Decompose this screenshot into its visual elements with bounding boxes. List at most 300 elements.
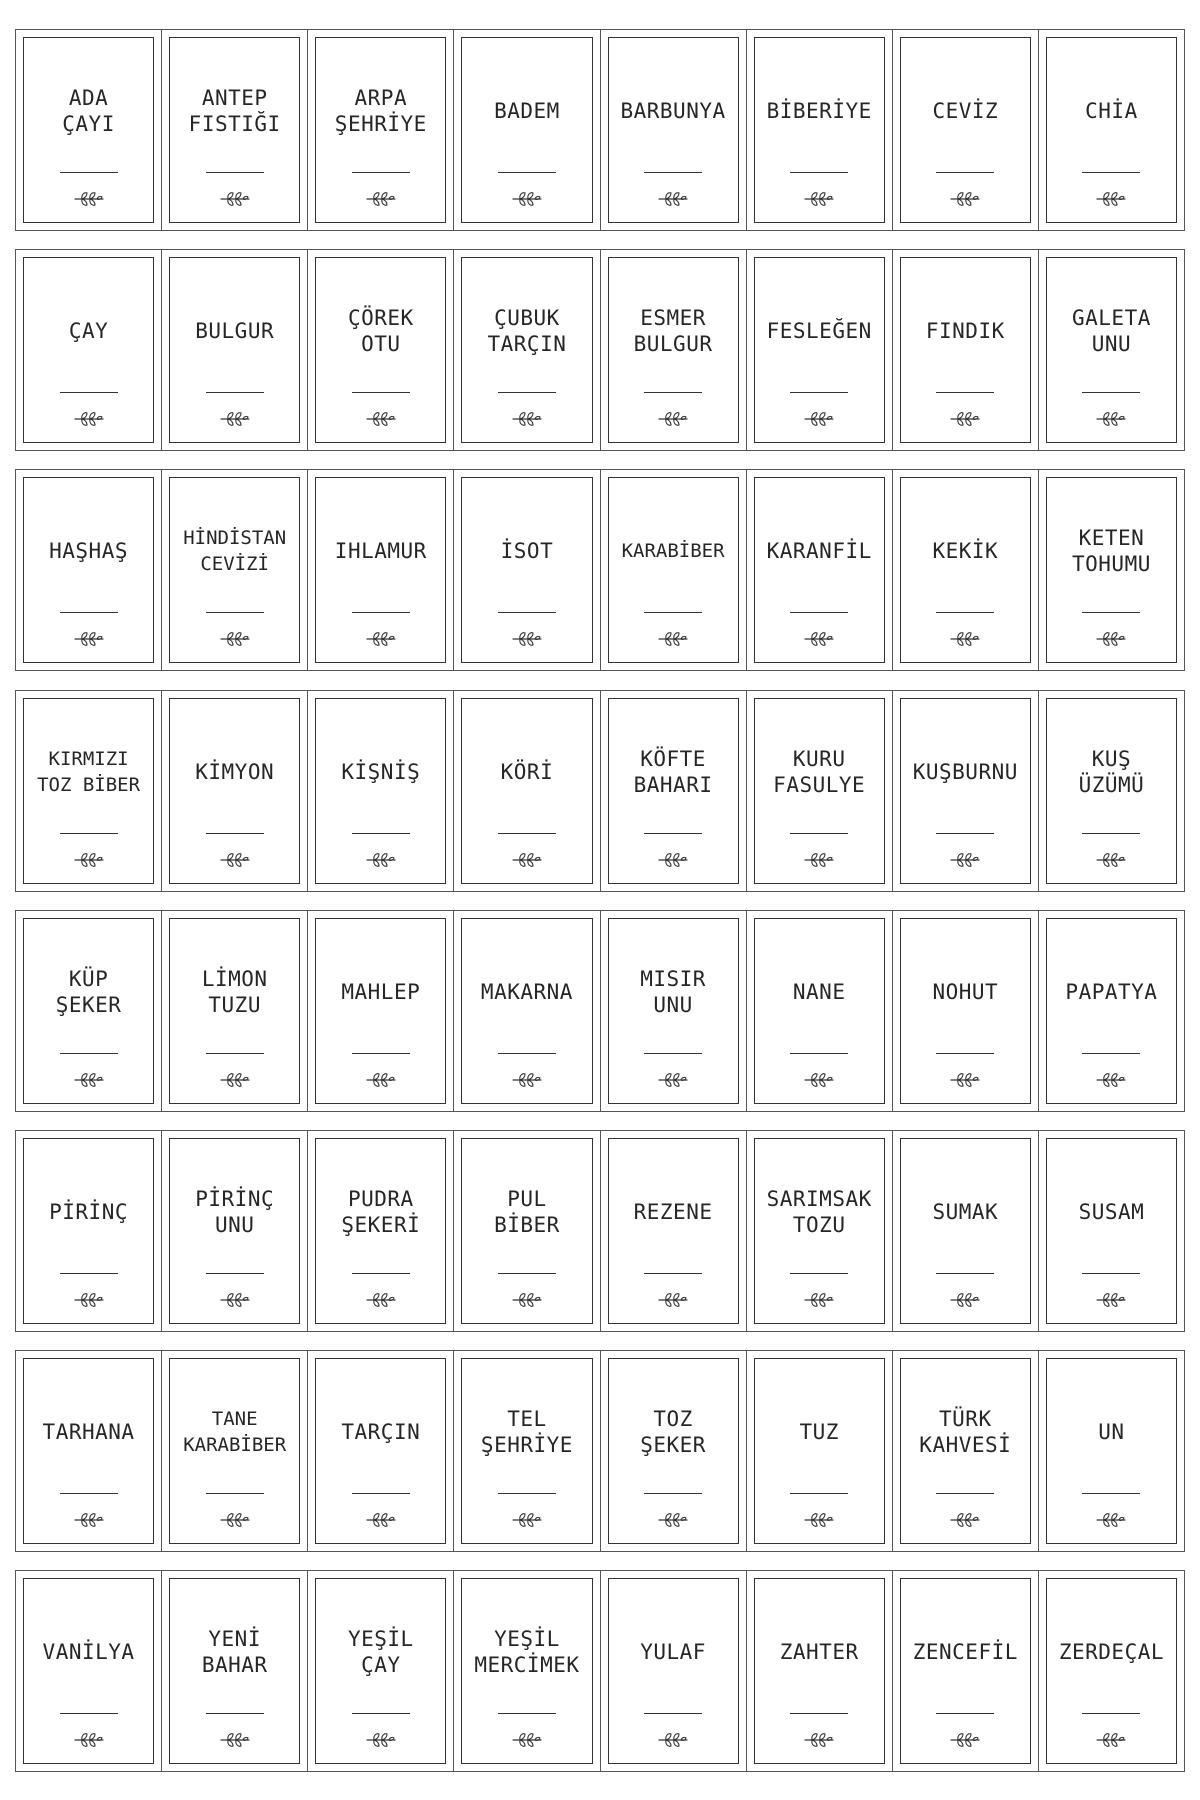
label-cell	[454, 911, 600, 1111]
spice-label	[900, 1138, 1031, 1324]
label-cell	[893, 470, 1039, 670]
spice-label	[461, 1358, 592, 1544]
leaf-sprig-icon	[219, 1071, 251, 1089]
leaf-sprig-icon	[803, 1511, 835, 1529]
spice-label	[315, 698, 446, 884]
label-name: TARHANA	[42, 1420, 135, 1444]
label-strip-8	[15, 1570, 1185, 1772]
label-cell	[747, 691, 893, 891]
label-cell	[16, 1351, 162, 1551]
label-divider	[60, 612, 118, 613]
label-divider	[644, 1273, 702, 1274]
label-divider	[1082, 1493, 1140, 1494]
spice-label	[608, 37, 739, 223]
spice-label	[169, 1578, 300, 1764]
leaf-sprig-icon	[1095, 1731, 1127, 1749]
spice-label	[754, 1578, 885, 1764]
label-name: YEŞİL ÇAY	[347, 1627, 414, 1677]
label-name: HAŞHAŞ	[49, 539, 128, 563]
label-cell	[747, 1351, 893, 1551]
label-divider	[790, 392, 848, 393]
leaf-sprig-icon	[803, 630, 835, 648]
label-cell	[1039, 911, 1184, 1111]
label-divider	[206, 833, 264, 834]
label-name: KARABİBER	[621, 540, 725, 562]
spice-label	[169, 1358, 300, 1544]
label-cell	[601, 470, 747, 670]
spice-label	[461, 1138, 592, 1324]
spice-label	[23, 1358, 154, 1544]
label-name: KÖRİ	[500, 760, 554, 784]
spice-label	[1046, 1578, 1177, 1764]
leaf-sprig-icon	[73, 1731, 105, 1749]
spice-label	[900, 477, 1031, 663]
label-cell	[893, 1571, 1039, 1771]
label-divider	[644, 392, 702, 393]
label-cell	[454, 1571, 600, 1771]
leaf-sprig-icon	[219, 410, 251, 428]
label-cell	[747, 1131, 893, 1331]
spice-label	[461, 37, 592, 223]
label-divider	[498, 172, 556, 173]
label-divider	[206, 172, 264, 173]
label-cell	[16, 1131, 162, 1331]
label-name: PİRİNÇ	[49, 1200, 128, 1224]
spice-label	[169, 698, 300, 884]
label-cell	[308, 1351, 454, 1551]
label-cell	[747, 911, 893, 1111]
leaf-sprig-icon	[365, 1291, 397, 1309]
leaf-sprig-icon	[949, 851, 981, 869]
spice-label	[315, 37, 446, 223]
label-cell	[162, 1351, 308, 1551]
label-name: ADA ÇAYI	[62, 86, 115, 136]
label-cell	[16, 911, 162, 1111]
label-cell	[747, 250, 893, 450]
label-cell	[16, 691, 162, 891]
leaf-sprig-icon	[803, 1291, 835, 1309]
label-divider	[352, 833, 410, 834]
label-cell	[454, 1131, 600, 1331]
spice-label	[23, 918, 154, 1104]
label-name: KÜP ŞEKER	[55, 967, 122, 1017]
leaf-sprig-icon	[803, 1071, 835, 1089]
leaf-sprig-icon	[511, 1071, 543, 1089]
leaf-sprig-icon	[657, 1731, 689, 1749]
label-name: ZENCEFİL	[912, 1640, 1018, 1664]
label-strip-2	[15, 249, 1185, 451]
label-divider	[936, 172, 994, 173]
leaf-sprig-icon	[657, 410, 689, 428]
leaf-sprig-icon	[949, 1071, 981, 1089]
spice-label	[315, 257, 446, 443]
label-cell	[893, 911, 1039, 1111]
label-name: GALETA UNU	[1072, 306, 1151, 356]
label-name: SUMAK	[932, 1200, 999, 1224]
spice-label	[169, 477, 300, 663]
label-cell	[162, 1131, 308, 1331]
label-cell	[162, 470, 308, 670]
label-name: HİNDİSTAN CEVİZİ	[183, 527, 287, 575]
leaf-sprig-icon	[511, 1511, 543, 1529]
label-name: YEŞİL MERCİMEK	[474, 1627, 580, 1677]
label-cell	[893, 691, 1039, 891]
label-cell	[162, 1571, 308, 1771]
label-divider	[352, 392, 410, 393]
label-name: UN	[1098, 1420, 1125, 1444]
label-name: TANE KARABİBER	[183, 1408, 287, 1456]
label-cell	[308, 911, 454, 1111]
label-cell	[1039, 1351, 1184, 1551]
label-divider	[790, 1273, 848, 1274]
label-cell	[1039, 250, 1184, 450]
spice-label	[608, 1358, 739, 1544]
leaf-sprig-icon	[511, 851, 543, 869]
leaf-sprig-icon	[365, 630, 397, 648]
label-cell	[162, 250, 308, 450]
leaf-sprig-icon	[73, 190, 105, 208]
spice-label	[169, 257, 300, 443]
spice-label	[608, 257, 739, 443]
spice-label	[900, 918, 1031, 1104]
leaf-sprig-icon	[949, 1511, 981, 1529]
leaf-sprig-icon	[1095, 1511, 1127, 1529]
spice-label	[1046, 1138, 1177, 1324]
label-divider	[1082, 1713, 1140, 1714]
spice-label	[23, 1578, 154, 1764]
leaf-sprig-icon	[949, 630, 981, 648]
label-cell	[601, 911, 747, 1111]
label-divider	[60, 1053, 118, 1054]
label-name: KEKİK	[932, 539, 999, 563]
spice-label	[900, 257, 1031, 443]
label-divider	[936, 1713, 994, 1714]
label-strip-1	[15, 29, 1185, 231]
leaf-sprig-icon	[657, 1291, 689, 1309]
label-divider	[790, 1713, 848, 1714]
spice-label	[1046, 918, 1177, 1104]
label-cell	[454, 1351, 600, 1551]
label-cell	[747, 1571, 893, 1771]
label-cell	[308, 691, 454, 891]
label-name: VANİLYA	[42, 1640, 135, 1664]
leaf-sprig-icon	[1095, 630, 1127, 648]
label-name: SARIMSAK TOZU	[766, 1187, 872, 1237]
label-divider	[1082, 1053, 1140, 1054]
label-divider	[498, 612, 556, 613]
leaf-sprig-icon	[219, 1291, 251, 1309]
leaf-sprig-icon	[949, 410, 981, 428]
label-name: KÖFTE BAHARI	[633, 747, 713, 797]
leaf-sprig-icon	[657, 630, 689, 648]
label-divider	[644, 172, 702, 173]
spice-label	[23, 1138, 154, 1324]
label-divider	[644, 612, 702, 613]
leaf-sprig-icon	[365, 410, 397, 428]
spice-label	[169, 918, 300, 1104]
label-name: KIRMIZI TOZ BİBER	[37, 748, 141, 796]
leaf-sprig-icon	[219, 630, 251, 648]
spice-label	[169, 1138, 300, 1324]
label-divider	[206, 1493, 264, 1494]
label-divider	[1082, 172, 1140, 173]
spice-label	[754, 477, 885, 663]
label-cell	[16, 470, 162, 670]
leaf-sprig-icon	[219, 1731, 251, 1749]
label-name: TEL ŞEHRİYE	[480, 1407, 573, 1457]
label-name: SUSAM	[1078, 1200, 1145, 1224]
spice-label	[23, 257, 154, 443]
spice-label	[461, 918, 592, 1104]
leaf-sprig-icon	[219, 851, 251, 869]
label-divider	[790, 172, 848, 173]
label-cell	[893, 30, 1039, 230]
label-cell	[1039, 1571, 1184, 1771]
spice-label	[754, 698, 885, 884]
leaf-sprig-icon	[511, 410, 543, 428]
label-cell	[454, 30, 600, 230]
label-name: ÇAY	[68, 319, 109, 343]
leaf-sprig-icon	[949, 190, 981, 208]
spice-label	[461, 257, 592, 443]
leaf-sprig-icon	[803, 1731, 835, 1749]
label-name: CEVİZ	[932, 99, 999, 123]
leaf-sprig-icon	[1095, 1291, 1127, 1309]
label-divider	[206, 612, 264, 613]
leaf-sprig-icon	[73, 851, 105, 869]
spice-label	[608, 1578, 739, 1764]
label-strip-3	[15, 469, 1185, 671]
label-divider	[60, 392, 118, 393]
spice-label	[23, 477, 154, 663]
label-divider	[1082, 1273, 1140, 1274]
label-name: MAKARNA	[480, 980, 573, 1004]
label-cell	[601, 30, 747, 230]
spice-label	[23, 698, 154, 884]
label-name: KİMYON	[195, 760, 275, 784]
label-cell	[1039, 30, 1184, 230]
label-name: REZENE	[633, 1200, 713, 1224]
label-divider	[352, 612, 410, 613]
label-name: PUDRA ŞEKERİ	[341, 1187, 421, 1237]
label-divider	[936, 392, 994, 393]
label-divider	[936, 612, 994, 613]
spice-label	[315, 1358, 446, 1544]
label-cell	[454, 691, 600, 891]
leaf-sprig-icon	[657, 1071, 689, 1089]
leaf-sprig-icon	[949, 1291, 981, 1309]
spice-label	[608, 477, 739, 663]
spice-label	[315, 1138, 446, 1324]
label-divider	[790, 1493, 848, 1494]
leaf-sprig-icon	[1095, 851, 1127, 869]
label-divider	[60, 833, 118, 834]
leaf-sprig-icon	[657, 1511, 689, 1529]
leaf-sprig-icon	[803, 410, 835, 428]
label-name: ÇÖREK OTU	[347, 306, 414, 356]
label-name: CHİA	[1085, 99, 1138, 123]
label-divider	[206, 392, 264, 393]
leaf-sprig-icon	[73, 1511, 105, 1529]
leaf-sprig-icon	[365, 1731, 397, 1749]
label-divider	[498, 1493, 556, 1494]
spice-label	[900, 37, 1031, 223]
spice-label	[608, 1138, 739, 1324]
label-name: BADEM	[494, 99, 560, 123]
label-cell	[1039, 1131, 1184, 1331]
label-divider	[206, 1273, 264, 1274]
spice-label	[1046, 698, 1177, 884]
label-divider	[60, 172, 118, 173]
label-divider	[352, 1053, 410, 1054]
leaf-sprig-icon	[73, 1291, 105, 1309]
label-name: MISIR UNU	[640, 967, 706, 1017]
spice-label	[315, 918, 446, 1104]
label-divider	[790, 1053, 848, 1054]
label-divider	[498, 1713, 556, 1714]
label-cell	[893, 250, 1039, 450]
label-cell	[308, 250, 454, 450]
leaf-sprig-icon	[803, 190, 835, 208]
label-cell	[454, 470, 600, 670]
spice-label	[754, 1358, 885, 1544]
label-cell	[308, 470, 454, 670]
spice-label	[461, 1578, 592, 1764]
label-divider	[936, 1053, 994, 1054]
label-divider	[1082, 612, 1140, 613]
label-cell	[308, 30, 454, 230]
label-name: İSOT	[500, 539, 554, 563]
label-divider	[644, 1713, 702, 1714]
label-cell	[601, 1571, 747, 1771]
leaf-sprig-icon	[365, 190, 397, 208]
label-divider	[936, 833, 994, 834]
spice-label	[900, 1578, 1031, 1764]
leaf-sprig-icon	[511, 1731, 543, 1749]
label-cell	[454, 250, 600, 450]
label-name: TARÇIN	[341, 1420, 421, 1444]
label-cell	[601, 691, 747, 891]
label-divider	[60, 1493, 118, 1494]
label-divider	[206, 1713, 264, 1714]
label-cell	[16, 1571, 162, 1771]
spice-label	[1046, 37, 1177, 223]
label-name: BULGUR	[195, 319, 275, 343]
spice-label	[754, 37, 885, 223]
leaf-sprig-icon	[1095, 1071, 1127, 1089]
label-cell	[308, 1131, 454, 1331]
leaf-sprig-icon	[1095, 190, 1127, 208]
label-divider	[352, 1273, 410, 1274]
label-name: KUŞBURNU	[912, 760, 1018, 784]
leaf-sprig-icon	[657, 190, 689, 208]
label-cell	[601, 1131, 747, 1331]
label-name: IHLAMUR	[334, 539, 427, 563]
label-cell	[747, 470, 893, 670]
label-name: BİBERİYE	[766, 99, 872, 123]
label-divider	[206, 1053, 264, 1054]
label-divider	[352, 1493, 410, 1494]
leaf-sprig-icon	[73, 410, 105, 428]
spice-label	[1046, 257, 1177, 443]
label-divider	[352, 1713, 410, 1714]
label-cell	[601, 1351, 747, 1551]
label-cell	[16, 30, 162, 230]
label-name: PİRİNÇ UNU	[195, 1187, 275, 1237]
spice-label	[23, 37, 154, 223]
spice-label	[608, 698, 739, 884]
label-name: YULAF	[640, 1640, 706, 1664]
label-cell	[601, 250, 747, 450]
leaf-sprig-icon	[511, 1291, 543, 1309]
spice-label	[754, 918, 885, 1104]
label-name: ANTEP FISTIĞI	[188, 86, 281, 136]
label-cell	[1039, 470, 1184, 670]
leaf-sprig-icon	[657, 851, 689, 869]
spice-label	[1046, 1358, 1177, 1544]
label-cell	[162, 911, 308, 1111]
leaf-sprig-icon	[511, 630, 543, 648]
label-divider	[498, 833, 556, 834]
label-divider	[60, 1273, 118, 1274]
label-divider	[790, 833, 848, 834]
spice-label	[900, 1358, 1031, 1544]
label-name: NOHUT	[932, 980, 999, 1004]
label-cell	[1039, 691, 1184, 891]
label-divider	[1082, 833, 1140, 834]
label-name: BARBUNYA	[620, 99, 726, 123]
label-name: LİMON TUZU	[201, 967, 268, 1017]
leaf-sprig-icon	[365, 1071, 397, 1089]
label-divider	[352, 172, 410, 173]
label-name: PUL BİBER	[494, 1187, 560, 1237]
leaf-sprig-icon	[1095, 410, 1127, 428]
label-name: FESLEĞEN	[766, 319, 872, 343]
label-name: PAPATYA	[1065, 980, 1158, 1004]
spice-label	[169, 37, 300, 223]
spice-label	[754, 1138, 885, 1324]
spice-label	[461, 477, 592, 663]
label-name: KARANFİL	[766, 539, 872, 563]
spice-label	[315, 477, 446, 663]
label-name: KURU FASULYE	[773, 747, 866, 797]
spice-label	[754, 257, 885, 443]
label-cell	[893, 1131, 1039, 1331]
label-divider	[644, 833, 702, 834]
label-name: ARPA ŞEHRİYE	[334, 86, 427, 136]
leaf-sprig-icon	[803, 851, 835, 869]
leaf-sprig-icon	[73, 1071, 105, 1089]
label-name: KETEN TOHUMU	[1072, 526, 1151, 576]
label-divider	[498, 392, 556, 393]
leaf-sprig-icon	[365, 851, 397, 869]
label-cell	[16, 250, 162, 450]
leaf-sprig-icon	[365, 1511, 397, 1529]
spice-label	[608, 918, 739, 1104]
label-divider	[936, 1493, 994, 1494]
label-divider	[644, 1053, 702, 1054]
label-name: KUŞ ÜZÜMÜ	[1078, 747, 1145, 797]
label-strip-7	[15, 1350, 1185, 1552]
label-divider	[644, 1493, 702, 1494]
leaf-sprig-icon	[219, 190, 251, 208]
spice-label	[461, 698, 592, 884]
label-cell	[893, 1351, 1039, 1551]
label-name: TÜRK KAHVESİ	[919, 1407, 1012, 1457]
label-strip-5	[15, 910, 1185, 1112]
label-strip-6	[15, 1130, 1185, 1332]
spice-label	[1046, 477, 1177, 663]
